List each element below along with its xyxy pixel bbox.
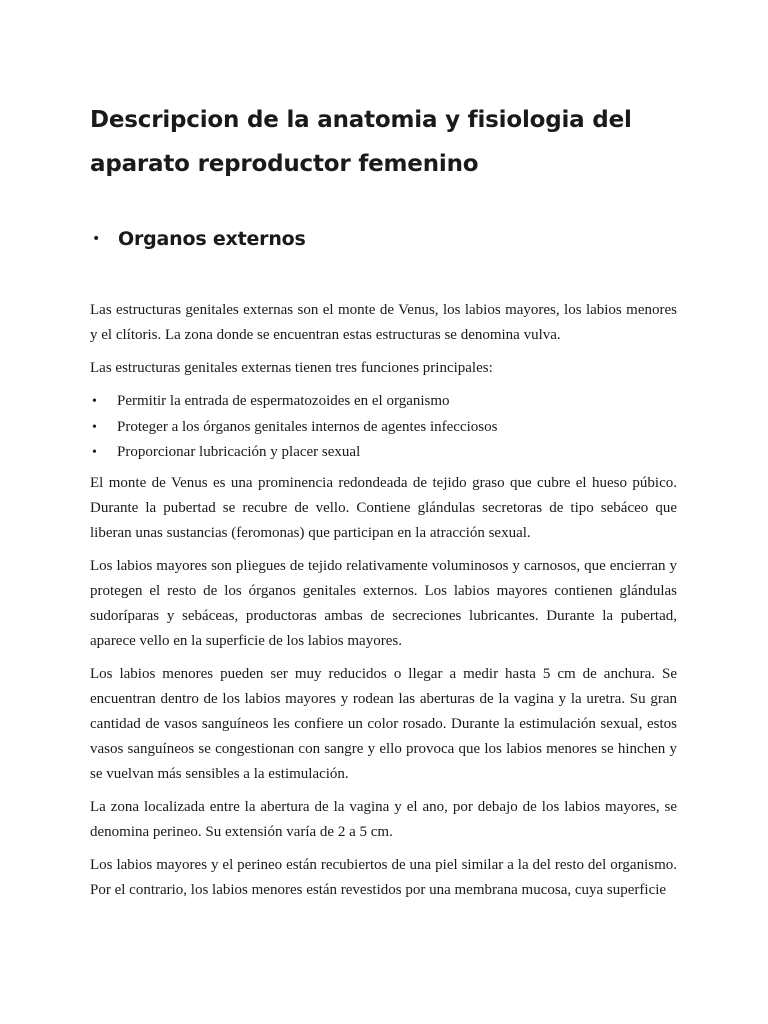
paragraph: Los labios mayores son pliegues de tejido relativamente voluminosos y carnosos, que encierran y protegen el resto de los órganos genitales externos. Los labios mayores contienen glándulas sudoríparas y sebáceas, productoras ambas de secreciones lubricantes. Durante la pubertad, aparece vello en la superficie de los labios mayores. xyxy=(90,557,677,649)
document-title: Descripcion de la anatomia y fisiologia del aparato reproductor femenino xyxy=(90,107,632,177)
section-bullet: • xyxy=(92,231,101,247)
section-title: Organos externos xyxy=(118,228,306,250)
list-bullet: • xyxy=(92,394,97,409)
document-page xyxy=(90,98,677,911)
list-item-text: Proporcionar lubricación y placer sexual xyxy=(117,444,361,460)
paragraph: Los labios mayores y el perineo están recubiertos de una piel similar a la del resto del organismo. Por el contrario, los labios menores están revestidos por una membrana mucosa, cuya superficie xyxy=(90,856,677,898)
list-item xyxy=(90,415,677,441)
section-heading xyxy=(90,224,677,254)
paragraph: El monte de Venus es una prominencia redondeada de tejido graso que cubre el hueso púbico. Durante la pubertad se recubre de vello. Contiene glándulas secretoras de tipo sebáceo que liberan unas sustancias (feromonas) que participan en la atracción sexual. xyxy=(90,474,677,541)
list-item-text: Permitir la entrada de espermatozoides en el organismo xyxy=(117,393,450,409)
list-item-text: Proteger a los órganos genitales internos de agentes infecciosos xyxy=(117,418,498,435)
paragraph: Los labios menores pueden ser muy reducidos o llegar a medir hasta 5 cm de anchura. Se encuentran dentro de los labios mayores y rodean las aberturas de la vagina y la uretra. Su gran cantidad de vasos sanguíneos les confiere un color rosado. Durante la estimulación sexual, estos vasos sanguíneos se congestionan con sangre y ello provoca que los labios menores se hinchen y se vuelvan más sensibles a la estimulación. xyxy=(90,665,677,782)
paragraph: Las estructuras genitales externas tienen tres funciones principales: xyxy=(90,360,493,376)
paragraph: Las estructuras genitales externas son el monte de Venus, los labios mayores, los labios menores y el clítoris. La zona donde se encuentran estas estructuras se denomina vulva. xyxy=(90,302,677,343)
list-item xyxy=(90,389,677,415)
paragraph: La zona localizada entre la abertura de la vagina y el ano, por debajo de los labios mayores, se denomina perineo. Su extensión varía de 2 a 5 cm. xyxy=(90,798,677,840)
list-bullet: • xyxy=(92,419,97,435)
list-bullet: • xyxy=(92,445,97,460)
functions-list xyxy=(90,389,677,466)
list-item xyxy=(90,440,677,466)
